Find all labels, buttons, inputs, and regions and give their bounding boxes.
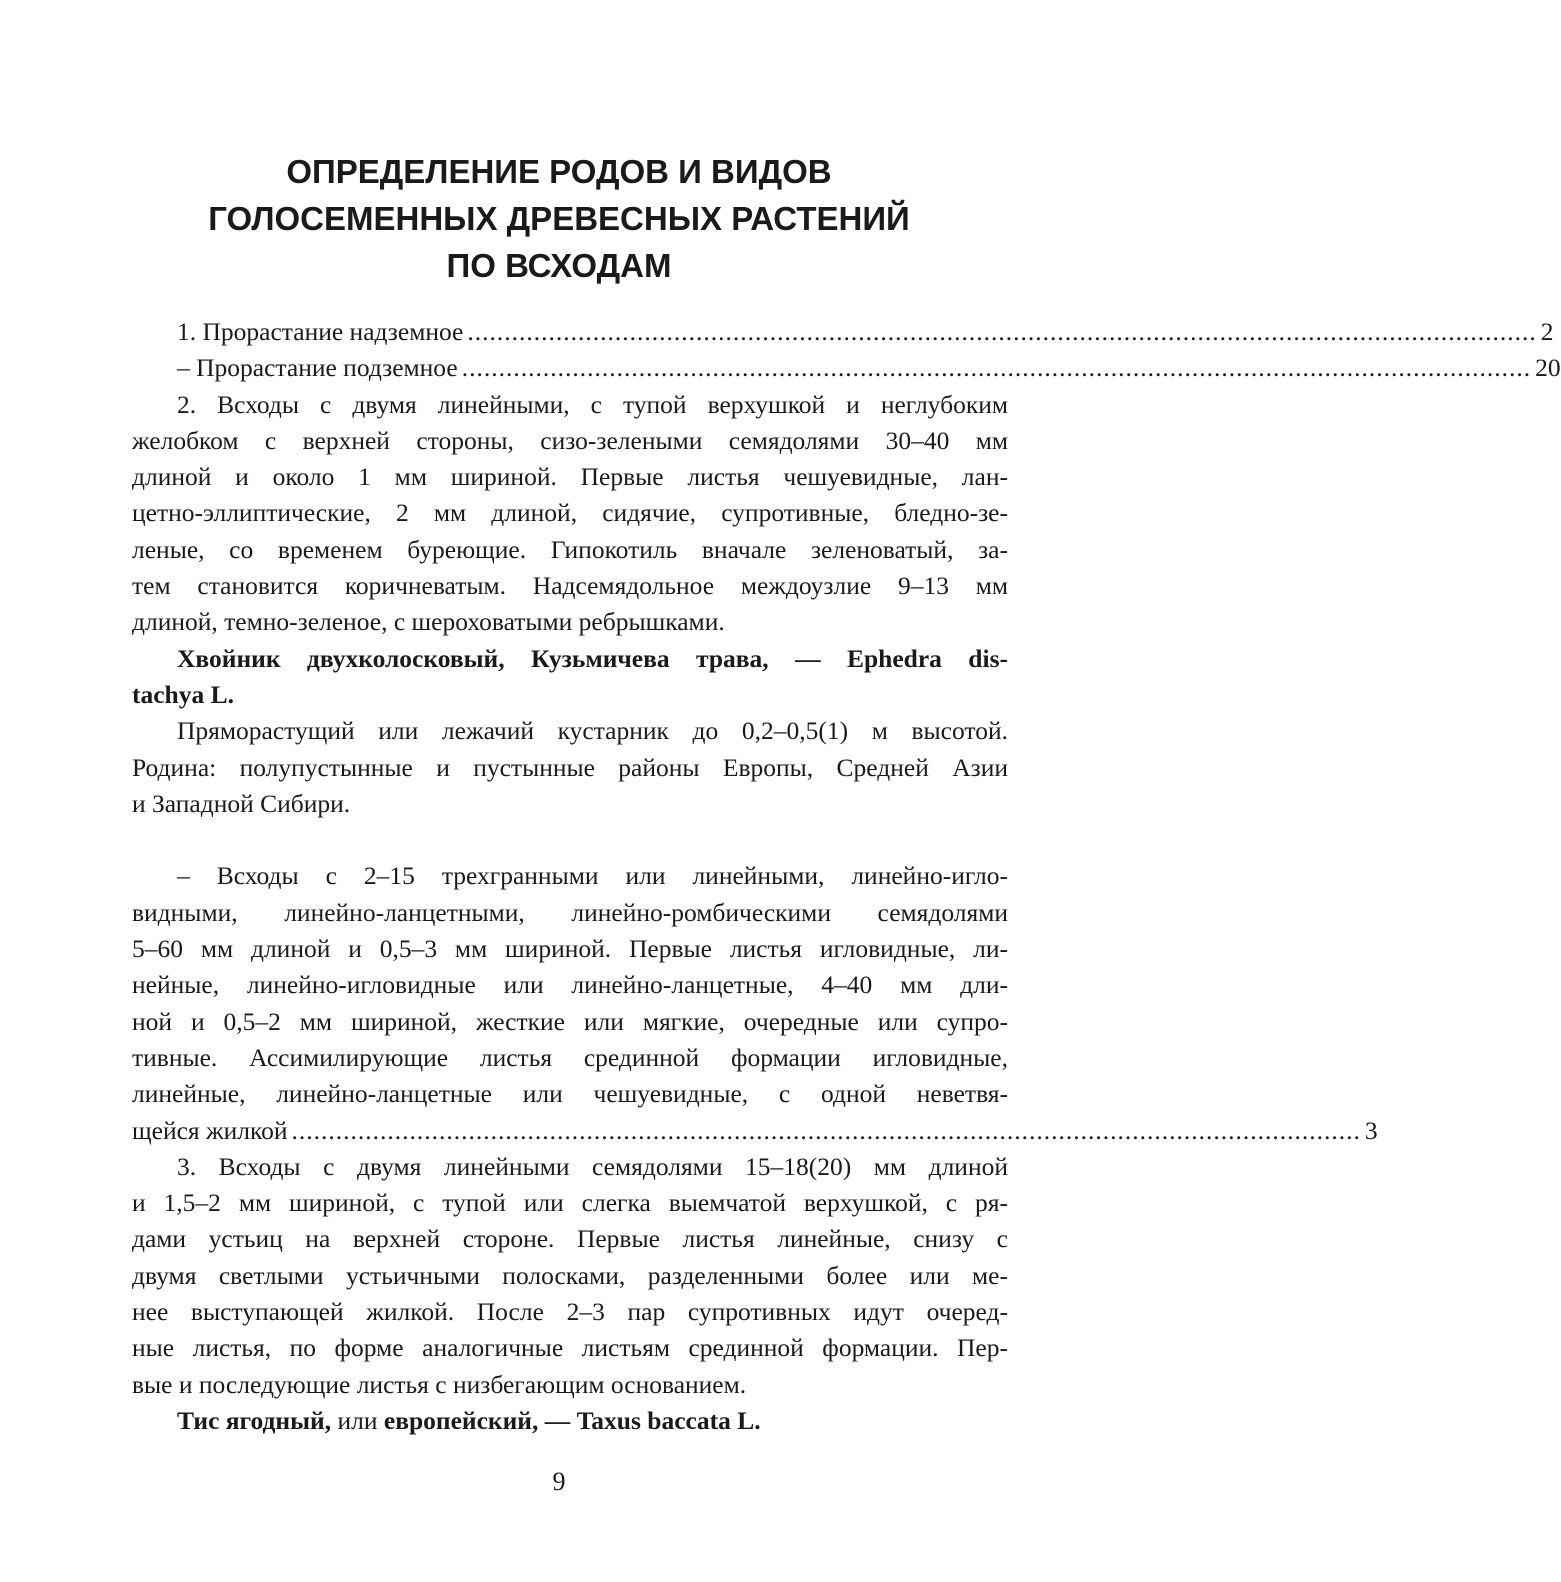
- text-line: 2. Всходы с двумя линейными, с тупой верхушкой и неглубоким: [177, 389, 1008, 419]
- text-line: видными, линейно-ланцетными, линейно-ромбическими семядолями: [132, 897, 1008, 927]
- text-line: и 1,5–2 мм шириной, с тупой или слегка выемчатой верхушкой, с ря-: [132, 1188, 1008, 1218]
- text-line: линейные, линейно-ланцетные или чешуевидные, с одной неветвя-: [132, 1079, 1008, 1109]
- species-name-part: европейский, — Taxus baccata L.: [383, 1405, 761, 1435]
- title-line-2: ГОЛОСЕМЕННЫХ ДРЕВЕСНЫХ РАСТЕНИЙ: [208, 200, 910, 237]
- key-entry-2-alt: [132, 858, 1378, 1148]
- identification-key: [132, 314, 1561, 1439]
- text-line: нее выступающей жилкой. После 2–3 пар супротивных идут очеред-: [132, 1297, 1008, 1327]
- species-ephedra: [132, 641, 1008, 822]
- page-title: [60, 148, 1058, 289]
- species-desc-line: Пряморастущий или лежачий кустарник до 0,2–0,5(1) м высотой.: [177, 716, 1008, 746]
- text-line: дами устьиц на верхней стороне. Первые листья линейные, снизу с: [132, 1224, 1008, 1254]
- text-line: ные листья, по форме аналогичные листьям срединной формации. Пер-: [132, 1333, 1008, 1363]
- text-line: тем становится коричневатым. Надсемядольное междоузлие 9–13 мм: [132, 571, 1008, 601]
- text-line: вые и последующие листья с низбегающим основанием.: [132, 1369, 747, 1399]
- key-entry-leader-line: [132, 1113, 1378, 1149]
- species-name: Хвойник двухколосковый, Кузьмичева трава, — Ephedra dis-: [177, 643, 1008, 673]
- species-taxus: [132, 1403, 1008, 1439]
- leader-dots: .................................................................................................................................................: [461, 353, 1532, 383]
- key-entry-text: 1. Прорастание надземное: [177, 317, 464, 346]
- text-line: цетно-эллиптические, 2 мм длиной, сидячие, супротивные, бледно-зе-: [132, 498, 1008, 528]
- text-line: желобком с верхней стороны, сизо-зелеными семядолями 30–40 мм: [132, 425, 1008, 455]
- key-entry-1: [132, 314, 1554, 350]
- text-line: ной и 0,5–2 мм шириной, жесткие или мягкие, очередные или супро-: [132, 1006, 1008, 1036]
- key-entry-ref: 20: [1535, 353, 1561, 383]
- text-line: тивные. Ассимилирующие листья срединной формации игловидные,: [132, 1042, 1008, 1072]
- title-line-1: ОПРЕДЕЛЕНИЕ РОДОВ И ВИДОВ: [286, 153, 832, 190]
- leader-dots: .................................................................................................................................................: [291, 1115, 1361, 1145]
- text-line: длиной, темно-зеленое, с шероховатыми ребрышками.: [132, 607, 725, 637]
- text-line: двумя светлыми устьичными полосками, разделенными более или ме-: [132, 1260, 1008, 1290]
- text-line: 3. Всходы с двумя линейными семядолями 15–18(20) мм длиной: [177, 1151, 1008, 1181]
- text-line: 5–60 мм длиной и 0,5–3 мм шириной. Первые листья игловидные, ли-: [132, 934, 1008, 964]
- text-line: леные, со временем буреющие. Гипокотиль вначале зеленоватый, за-: [132, 534, 1008, 564]
- key-entry-3: [132, 1149, 1008, 1403]
- page-number: 9: [552, 1467, 566, 1496]
- key-entry-text: – Прорастание подземное: [177, 353, 458, 383]
- text-line: нейные, линейно-игловидные или линейно-ланцетные, 4–40 мм дли-: [132, 970, 1008, 1000]
- leader-dots: .................................................................................................................................................: [467, 317, 1537, 346]
- key-entry-2: [132, 387, 1008, 641]
- species-desc-line: Родина: полупустынные и пустынные районы Европы, Средней Азии: [132, 752, 1008, 782]
- paragraph-gap: [132, 822, 1008, 858]
- key-entry-ref: 2: [1540, 317, 1554, 346]
- title-line-3: ПО ВСХОДАМ: [446, 247, 672, 284]
- species-name-connector: или: [331, 1405, 384, 1435]
- text-line: длиной и около 1 мм шириной. Первые листья чешуевидные, лан-: [132, 462, 1008, 492]
- text-line: – Всходы с 2–15 трехгранными или линейными, линейно-игло-: [177, 861, 1008, 891]
- species-name-cont: tachya L.: [132, 679, 234, 709]
- key-entry-ref: 3: [1364, 1115, 1378, 1145]
- species-desc-line: и Западной Сибири.: [132, 788, 351, 818]
- key-entry-text: щейся жилкой: [132, 1115, 288, 1145]
- species-name-part: Тис ягодный,: [177, 1405, 332, 1435]
- key-entry-1-alt: [132, 350, 1561, 386]
